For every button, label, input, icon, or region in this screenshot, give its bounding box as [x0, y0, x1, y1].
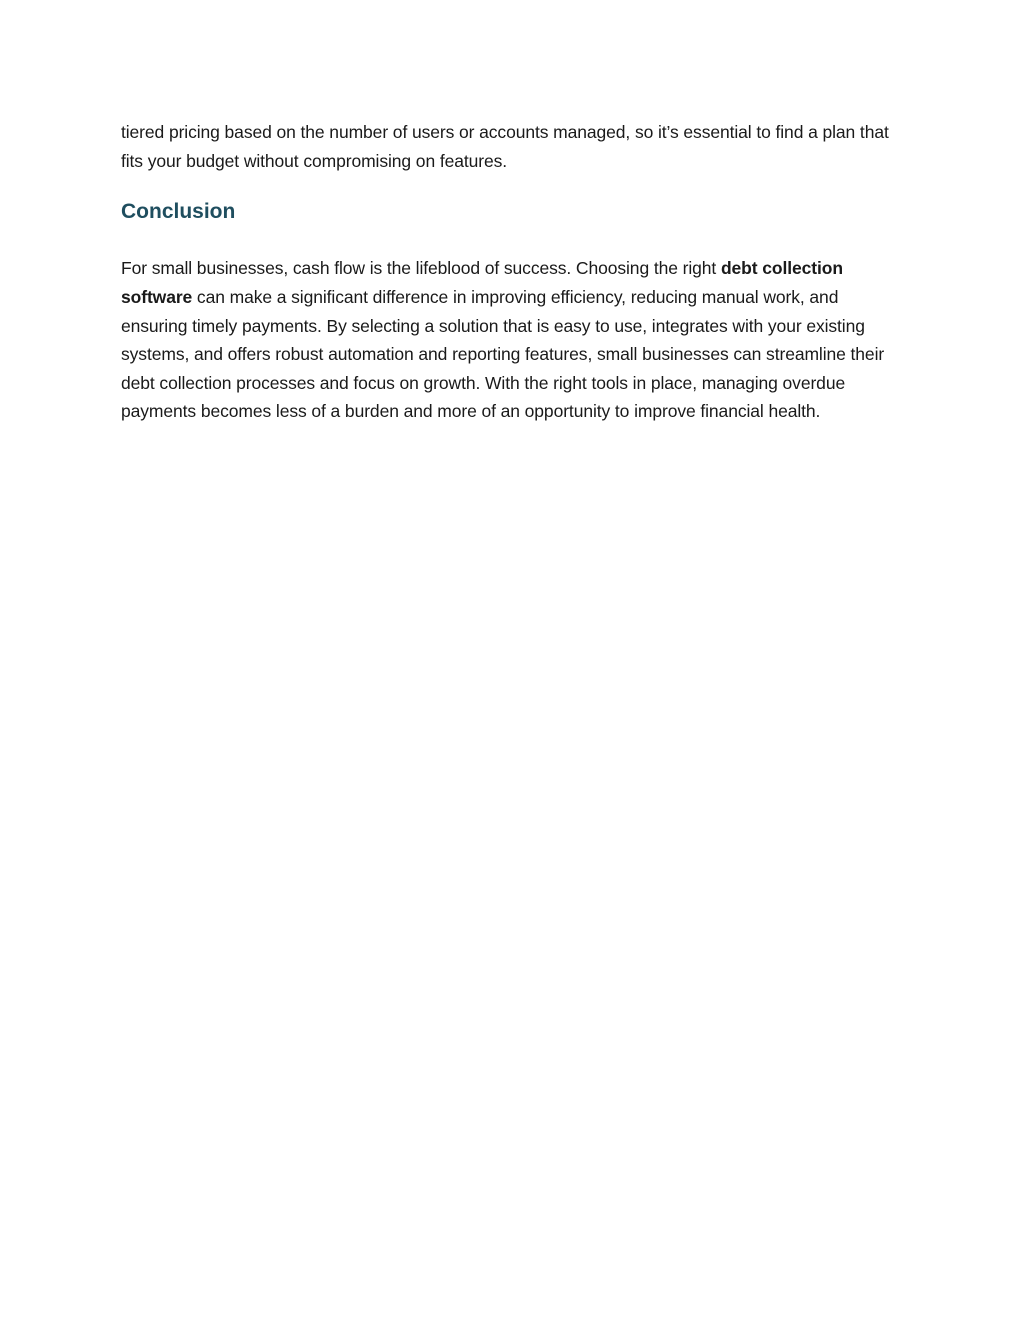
conclusion-paragraph — [121, 254, 906, 426]
intro-paragraph: tiered pricing based on the number of users or accounts managed, so it’s essential to find a plan that fits your budget without compromising on features. — [121, 122, 889, 171]
conclusion-heading: Conclusion — [121, 200, 236, 224]
conclusion-text-end: can make a significant difference in improving efficiency, reducing manual work, and ensuring timely payments. By selecting a solution that is easy to use, integrates with your existing systems, and offers robust automation and reporting features, small businesses can streamline their debt collection processes and focus on growth. With the right tools in place, managing overdue payments becomes less of a burden and more of an opportunity to improve financial health. — [121, 286, 885, 422]
conclusion-text-start: For small businesses, cash flow is the lifeblood of success. Choosing the right — [121, 258, 721, 279]
page-content — [121, 118, 906, 426]
bold-keyword: debt collection software — [121, 258, 843, 307]
